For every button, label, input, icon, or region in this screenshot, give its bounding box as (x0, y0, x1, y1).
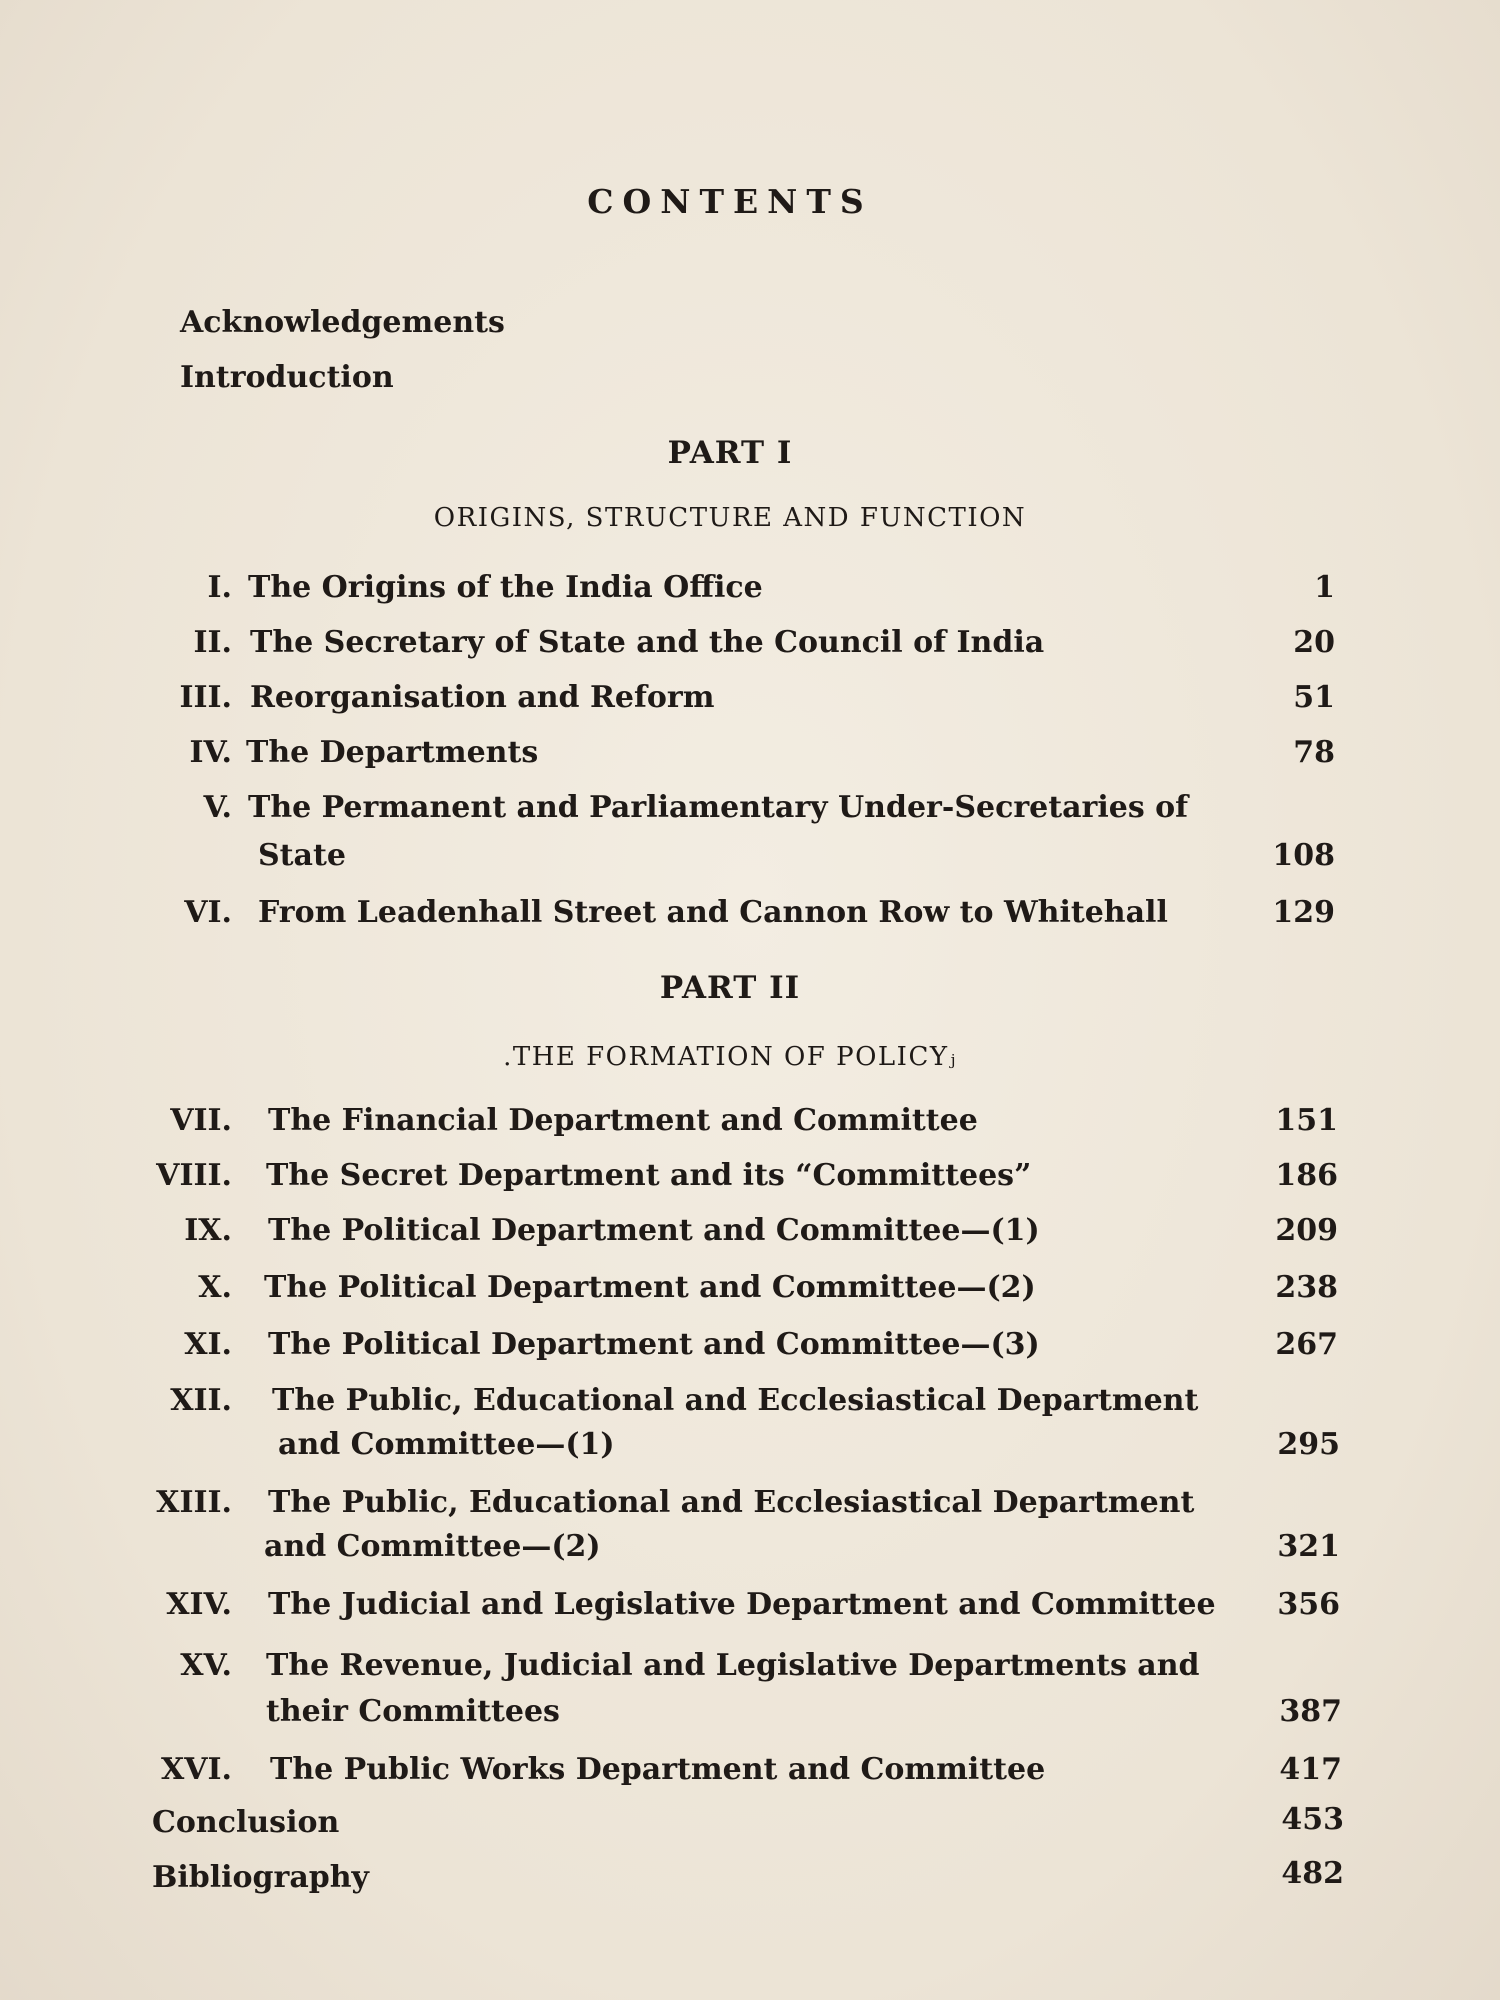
chapter-title: The Public, Educational and Ecclesiastical Department (268, 1485, 1195, 1520)
page-number: 151 (1275, 1103, 1338, 1138)
toc-entry (0, 1322, 1500, 1382)
page-number: 482 (1281, 1856, 1344, 1891)
chapter-title: The Political Department and Committee—(2) (264, 1270, 1036, 1305)
chapter-title: The Public Works Department and Committee (270, 1752, 1046, 1787)
chapter-title: The Secretary of State and the Council of India (250, 625, 1045, 660)
chapter-title: The Judicial and Legislative Department and Committee (268, 1587, 1216, 1622)
chapter-number: IV. (189, 735, 232, 770)
chapter-number: II. (193, 625, 232, 660)
toc-entry (0, 675, 1500, 735)
toc-entry (0, 730, 1500, 790)
page-number: 186 (1275, 1158, 1338, 1193)
toc-entry (0, 785, 1500, 873)
page-number: 51 (1293, 680, 1335, 715)
toc-entry (0, 1098, 1500, 1158)
toc-entry (0, 890, 1500, 950)
chapter-title: The Departments (246, 735, 539, 770)
page-number: 238 (1275, 1270, 1338, 1305)
chapter-title: The Origins of the India Office (248, 570, 763, 605)
chapter-number: I. (207, 570, 232, 605)
chapter-title: The Revenue, Judicial and Legislative Departments and (266, 1648, 1200, 1683)
toc-entry (0, 1480, 1500, 1564)
chapter-number: XI. (184, 1327, 232, 1362)
chapter-title-continued: State (258, 838, 346, 873)
chapter-number: VIII. (156, 1158, 232, 1193)
page-number: 267 (1275, 1327, 1338, 1362)
chapter-title: The Political Department and Committee—(3) (268, 1327, 1040, 1362)
page-title: CONTENTS (587, 182, 873, 221)
page-number: 321 (1277, 1529, 1340, 1564)
page-number: 20 (1293, 625, 1335, 660)
chapter-title: From Leadenhall Street and Cannon Row to Whitehall (258, 895, 1168, 930)
part-heading: PART II (659, 970, 801, 1006)
chapter-number: XVI. (160, 1752, 232, 1787)
chapter-title: The Financial Department and Committee (268, 1103, 978, 1138)
chapter-number: VII. (170, 1103, 232, 1138)
toc-entry (0, 1643, 1500, 1729)
toc-entry (0, 620, 1500, 680)
page-number: 108 (1272, 838, 1335, 873)
chapter-number: III. (179, 680, 232, 715)
part-heading: PART I (667, 435, 793, 471)
front-matter-acknowledgements: Acknowledgements (180, 305, 505, 340)
page-number: 453 (1281, 1802, 1344, 1837)
toc-entry (0, 1378, 1500, 1462)
page-number: 78 (1293, 735, 1335, 770)
chapter-number: XIV. (166, 1587, 232, 1622)
page-number: 1 (1314, 570, 1335, 605)
chapter-title-continued: their Committees (266, 1694, 560, 1729)
chapter-title-continued: and Committee—(1) (278, 1427, 615, 1462)
front-matter-introduction: Introduction (180, 360, 394, 395)
chapter-title: The Public, Educational and Ecclesiastical Department (272, 1383, 1199, 1418)
chapter-number: IX. (184, 1213, 232, 1248)
page-number: 387 (1279, 1694, 1342, 1729)
chapter-number: XII. (170, 1383, 232, 1418)
chapter-title: The Permanent and Parliamentary Under-Secretaries of (248, 790, 1189, 825)
chapter-title: Reorganisation and Reform (250, 680, 715, 715)
chapter-title: The Political Department and Committee—(1) (268, 1213, 1040, 1248)
toc-entry (0, 1582, 1500, 1642)
chapter-number: V. (203, 790, 232, 825)
toc-entry (0, 565, 1500, 625)
part-subtitle: ORIGINS, STRUCTURE AND FUNCTION (433, 503, 1027, 533)
chapter-number: XV. (180, 1648, 232, 1683)
page-number: 129 (1272, 895, 1335, 930)
toc-entry (0, 1208, 1500, 1268)
chapter-number: XIII. (156, 1485, 232, 1520)
back-matter-bibliography: Bibliography (152, 1860, 369, 1895)
back-matter-conclusion: Conclusion (152, 1805, 340, 1840)
page-number: 209 (1275, 1213, 1338, 1248)
page-number: 356 (1277, 1587, 1340, 1622)
toc-entry (0, 1265, 1500, 1325)
chapter-title: The Secret Department and its “Committees” (266, 1158, 1032, 1193)
page-number: 295 (1277, 1427, 1340, 1462)
chapter-number: VI. (184, 895, 232, 930)
chapter-title-continued: and Committee—(2) (264, 1529, 601, 1564)
part-subtitle: .THE FORMATION OF POLICYⱼ (503, 1042, 957, 1072)
chapter-number: X. (198, 1270, 232, 1305)
page-number: 417 (1279, 1752, 1342, 1787)
toc-entry (0, 1747, 1500, 1807)
toc-entry (0, 1153, 1500, 1213)
